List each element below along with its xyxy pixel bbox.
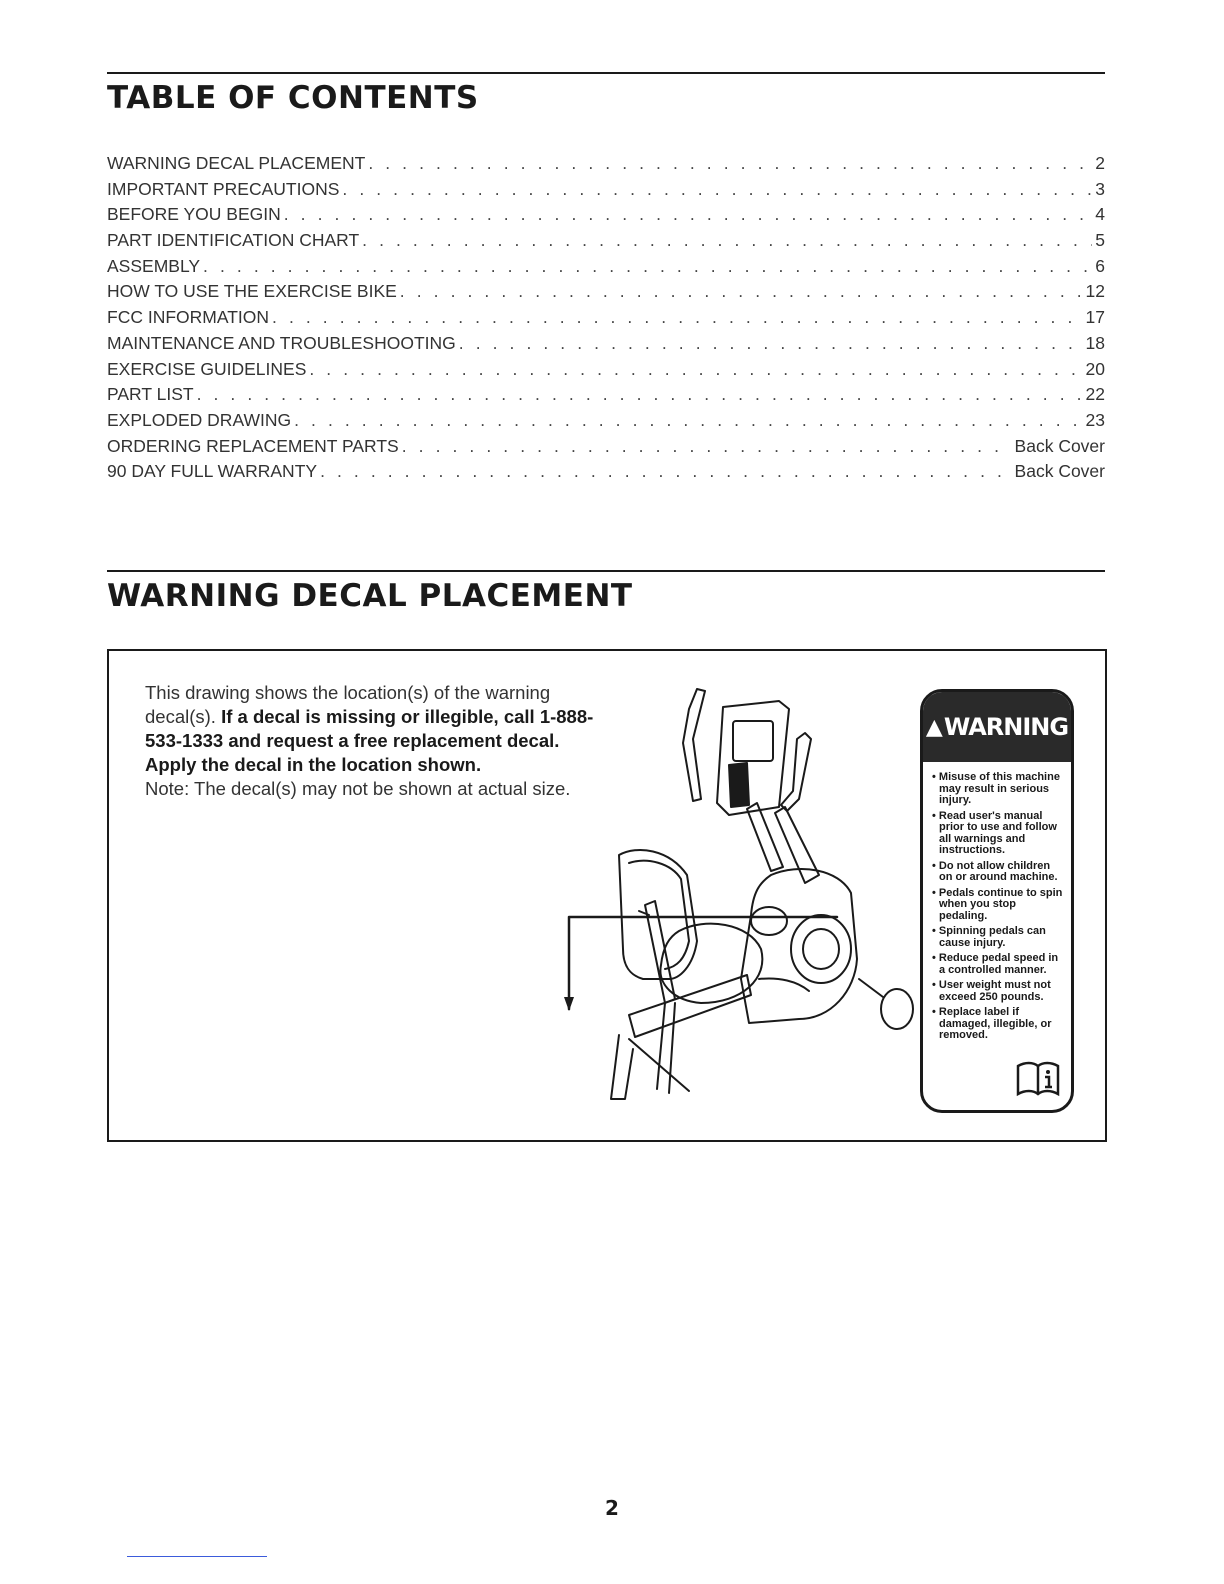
decal-warning-item: • Pedals continue to spin when you stop pedaling. <box>931 888 1065 923</box>
page-number: 2 <box>605 1496 619 1520</box>
decal-heading <box>923 692 1071 762</box>
toc-leader-dots <box>197 384 1083 405</box>
toc-page-number: 3 <box>1095 178 1105 199</box>
toc-entry[interactable]: HOW TO USE THE EXERCISE BIKE . . . 12 <box>107 281 1105 307</box>
toc-leader-dots <box>459 333 1083 354</box>
toc-leader-dots <box>203 256 1092 277</box>
read-manual-info-icon <box>1015 1058 1061 1098</box>
footer-rule <box>127 1556 267 1557</box>
toc-entry[interactable]: ORDERING REPLACEMENT PARTS . . . Back Cover <box>107 436 1105 462</box>
note-text: Note: The decal(s) may not be shown at actual size. <box>145 778 571 799</box>
exercise-bike-drawing <box>479 679 929 1109</box>
decal-warning-item: • Read user's manual prior to use and follow all warnings and instructions. <box>931 811 1065 857</box>
toc-entry[interactable]: PART LIST . . . 22 <box>107 384 1105 410</box>
toc-entry[interactable]: EXPLODED DRAWING . . . 23 <box>107 410 1105 436</box>
toc-leader-dots <box>402 436 1012 457</box>
intro-bold-text: If a decal is missing or illegible, call 1-888-533-1333 and request a free replacement decal. Apply the decal in the location shown. <box>145 706 594 775</box>
toc-page-number: 17 <box>1085 307 1105 328</box>
toc-leader-dots <box>368 153 1092 174</box>
toc-entry[interactable]: BEFORE YOU BEGIN . . . 4 <box>107 204 1105 230</box>
toc-page-number: 18 <box>1085 332 1105 353</box>
toc-page-number: 6 <box>1095 255 1105 276</box>
decal-heading-text: WARNING <box>943 713 1069 741</box>
warning-top-rule <box>107 570 1105 572</box>
toc-page-number: Back Cover <box>1014 435 1105 456</box>
toc-title: TABLE OF CONTENTS <box>107 80 479 116</box>
toc-entry[interactable]: 90 DAY FULL WARRANTY . . . Back Cover <box>107 461 1105 487</box>
toc-leader-dots <box>284 204 1093 225</box>
toc-page-number: 23 <box>1085 409 1105 430</box>
decal-warning-item: • User weight must not exceed 250 pounds. <box>931 980 1065 1003</box>
decal-placement-panel <box>107 649 1107 1142</box>
toc-entry[interactable]: MAINTENANCE AND TROUBLESHOOTING . . . 18 <box>107 333 1105 359</box>
toc-leader-dots <box>320 461 1011 482</box>
toc-page-number: 5 <box>1095 230 1105 251</box>
toc-leader-dots <box>362 230 1092 251</box>
decal-warning-item: • Do not allow children on or around machine. <box>931 861 1065 884</box>
decal-warning-list <box>923 762 1071 1042</box>
decal-warning-item: • Reduce pedal speed in a controlled manner. <box>931 953 1065 976</box>
toc-entry[interactable]: PART IDENTIFICATION CHART . . . 5 <box>107 230 1105 256</box>
warning-section-title: WARNING DECAL PLACEMENT <box>107 578 633 614</box>
toc-leader-dots <box>309 359 1082 380</box>
toc-entry[interactable]: EXERCISE GUIDELINES . . . 20 <box>107 359 1105 385</box>
toc-page-number: 12 <box>1085 281 1105 302</box>
decal-warning-item: • Misuse of this machine may result in serious injury. <box>931 772 1065 807</box>
toc-leader-dots <box>400 281 1083 302</box>
warning-decal <box>920 689 1074 1113</box>
toc-page-number: 20 <box>1085 358 1105 379</box>
toc-top-rule <box>107 72 1105 74</box>
warning-triangle-icon: ▲ <box>925 714 942 740</box>
toc-page-number: 2 <box>1095 153 1105 173</box>
intro-text: This drawing shows the location(s) of the warning decal(s). <box>145 682 551 727</box>
toc-page-number: 4 <box>1095 204 1105 225</box>
decal-warning-item: • Replace label if damaged, illegible, or removed. <box>931 1007 1065 1042</box>
toc-entry[interactable]: FCC INFORMATION . . . 17 <box>107 307 1105 333</box>
toc-entry[interactable]: WARNING DECAL PLACEMENT . . . 2 <box>107 153 1105 179</box>
toc-leader-dots <box>272 307 1083 328</box>
toc-leader-dots <box>294 410 1082 431</box>
decal-warning-item: • Spinning pedals can cause injury. <box>931 926 1065 949</box>
toc-page-number: 22 <box>1085 384 1105 405</box>
toc-leader-dots <box>342 179 1092 200</box>
toc-list <box>107 153 1105 487</box>
toc-entry[interactable]: ASSEMBLY . . . 6 <box>107 256 1105 282</box>
toc-entry[interactable]: IMPORTANT PRECAUTIONS . . . 3 <box>107 179 1105 205</box>
toc-page-number: Back Cover <box>1014 461 1105 482</box>
